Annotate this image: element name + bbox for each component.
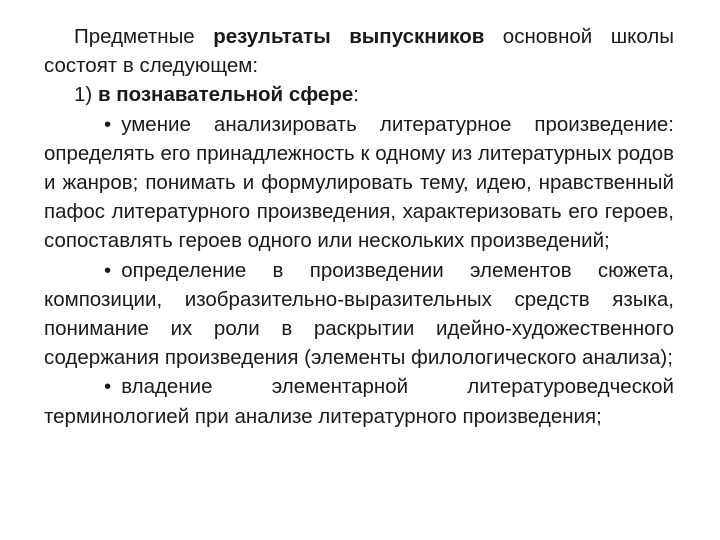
bullet-text: владение элементарной литературоведческой терминологией при анализе литературного произведения; bbox=[44, 375, 674, 428]
bullet-text: определение в произведении элементов сюжета, композиции, изобразительно-выразительных средств языка, понимание их роли в раскрытии идейно-художественного содержания произведения (элементы филологического анализа); bbox=[44, 258, 674, 370]
bullet-icon: • bbox=[104, 112, 112, 136]
section-heading bbox=[44, 80, 674, 109]
bullet-icon: • bbox=[104, 375, 112, 399]
bullet-item bbox=[44, 110, 674, 256]
intro-bold-text: результаты выпускников bbox=[213, 25, 485, 48]
section-number: 1) bbox=[74, 83, 98, 107]
intro-text: Предметные bbox=[74, 25, 214, 48]
bullet-text: умение анализировать литературное произведение: определять его принадлежность к одному из литературных родов и жанров; понимать и формулировать тему, идею, нравственный пафос литературного произведения, характеризовать его героев, сопоставлять героев одного или нескольких произведений; bbox=[44, 112, 674, 253]
section-title: в познавательной сфере bbox=[97, 83, 354, 107]
bullet-item bbox=[44, 256, 674, 373]
section-colon: : bbox=[353, 83, 359, 107]
bullet-item bbox=[44, 372, 674, 430]
slide-content bbox=[44, 22, 674, 431]
intro-paragraph bbox=[44, 22, 674, 80]
intro-text-end: основной школы состоят в следующем: bbox=[44, 25, 675, 78]
bullet-icon: • bbox=[104, 258, 112, 282]
